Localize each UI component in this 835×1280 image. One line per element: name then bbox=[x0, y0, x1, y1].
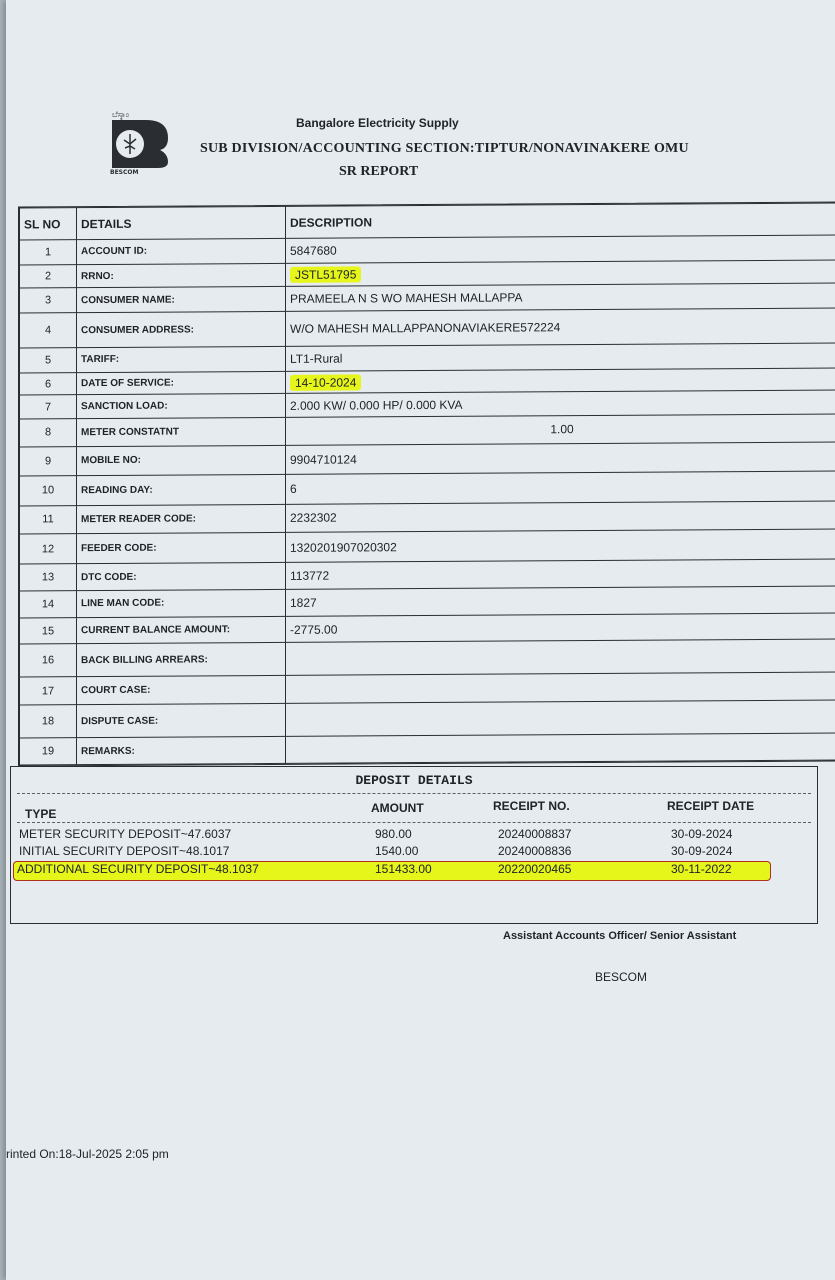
row-detail-label: DISPUTE CASE: bbox=[77, 704, 286, 738]
row-sl-no: 15 bbox=[20, 617, 77, 644]
deposit-receipt-date: 30-11-2022 bbox=[671, 862, 732, 876]
row-sl-no: 10 bbox=[20, 475, 77, 505]
org-name: Bangalore Electricity Supply bbox=[296, 116, 459, 130]
row-sl-no: 8 bbox=[20, 419, 77, 447]
row-sl-no: 17 bbox=[20, 677, 77, 705]
row-detail-label: MOBILE NO: bbox=[77, 445, 286, 475]
row-sl-no: 7 bbox=[20, 395, 77, 419]
row-description-cell bbox=[286, 283, 835, 311]
row-description-cell bbox=[286, 613, 835, 643]
deposit-type: ADDITIONAL SECURITY DEPOSIT~48.1037 bbox=[17, 862, 259, 876]
header-details: DETAILS bbox=[77, 206, 286, 239]
sr-table bbox=[18, 201, 835, 766]
row-description-cell bbox=[286, 471, 835, 504]
deposit-row bbox=[11, 844, 817, 860]
row-description: 5847680 bbox=[290, 243, 337, 258]
row-description-cell bbox=[286, 442, 835, 474]
deposit-row bbox=[11, 862, 817, 878]
row-description: W/O MAHESH MALLAPPANONAVIAKERE572224 bbox=[290, 320, 561, 336]
row-description-cell bbox=[286, 529, 835, 562]
row-sl-no: 19 bbox=[20, 738, 77, 765]
row-detail-label: CONSUMER NAME: bbox=[77, 287, 286, 313]
row-detail-label: ACCOUNT ID: bbox=[77, 238, 286, 264]
row-description-cell bbox=[286, 260, 835, 287]
svg-text:BESCOM: BESCOM bbox=[110, 169, 139, 174]
row-sl-no: 2 bbox=[20, 264, 77, 288]
row-sl-no: 4 bbox=[20, 313, 77, 348]
deposit-amount: 980.00 bbox=[375, 827, 412, 841]
divider bbox=[17, 822, 811, 823]
deposit-receipt-no: 20220020465 bbox=[498, 862, 572, 876]
row-detail-label: DTC CODE: bbox=[77, 563, 286, 591]
row-sl-no: 11 bbox=[20, 505, 77, 534]
row-description: -2775.00 bbox=[290, 622, 338, 637]
deposit-row bbox=[11, 827, 817, 843]
row-description-cell bbox=[286, 414, 835, 445]
row-description: 1.00 bbox=[550, 422, 574, 437]
row-description-cell bbox=[286, 733, 835, 763]
deposit-header-amount: AMOUNT bbox=[371, 801, 424, 815]
document-page bbox=[6, 0, 835, 1280]
deposit-receipt-no: 20240008836 bbox=[498, 844, 572, 858]
row-description-cell bbox=[286, 390, 835, 417]
row-detail-label: METER READER CODE: bbox=[77, 504, 286, 534]
company-label: BESCOM bbox=[595, 970, 648, 984]
row-sl-no: 16 bbox=[20, 644, 77, 677]
row-detail-label: METER CONSTATNT bbox=[77, 417, 286, 446]
deposit-type: INITIAL SECURITY DEPOSIT~48.1017 bbox=[19, 844, 230, 858]
row-detail-label: READING DAY: bbox=[77, 474, 286, 505]
deposit-receipt-no: 20240008837 bbox=[498, 827, 572, 841]
table-row bbox=[20, 308, 835, 348]
svg-text:ಬೆಸ್ಕಾಂ: ಬೆಸ್ಕಾಂ bbox=[112, 110, 130, 119]
row-detail-label: DATE OF SERVICE: bbox=[77, 371, 286, 395]
row-description-cell bbox=[286, 308, 835, 346]
row-sl-no: 14 bbox=[20, 591, 77, 618]
printed-on: rinted On:18-Jul-2025 2:05 pm bbox=[6, 1147, 169, 1161]
row-description: 14-10-2024 bbox=[290, 374, 361, 390]
row-description: 1320201907020302 bbox=[290, 539, 397, 555]
deposit-title: DEPOSIT DETAILS bbox=[355, 773, 473, 788]
bescom-logo bbox=[106, 108, 172, 174]
row-detail-label: TARIFF: bbox=[77, 346, 286, 372]
deposit-header-receipt-date: RECEIPT DATE bbox=[667, 799, 755, 813]
row-detail-label: REMARKS: bbox=[77, 736, 286, 764]
deposit-receipt-date: 30-09-2024 bbox=[671, 844, 733, 858]
deposit-amount: 151433.00 bbox=[375, 862, 432, 876]
deposit-header-receipt-no: RECEIPT NO. bbox=[493, 799, 570, 813]
row-detail-label: SANCTION LOAD: bbox=[77, 394, 286, 419]
table-row bbox=[20, 639, 835, 677]
table-row bbox=[20, 733, 835, 765]
table-row bbox=[20, 700, 835, 738]
row-sl-no: 13 bbox=[20, 564, 77, 591]
divider bbox=[17, 793, 811, 794]
officer-signature-label: Assistant Accounts Officer/ Senior Assistant bbox=[503, 930, 737, 942]
row-description: 2.000 KW/ 0.000 HP/ 0.000 KVA bbox=[290, 397, 463, 413]
row-detail-label: BACK BILLING ARREARS: bbox=[77, 643, 286, 677]
deposit-header-type: TYPE bbox=[25, 807, 57, 821]
row-sl-no: 5 bbox=[20, 348, 77, 373]
row-detail-label: FEEDER CODE: bbox=[77, 533, 286, 564]
row-description: 6 bbox=[290, 481, 297, 496]
row-sl-no: 3 bbox=[20, 288, 77, 313]
row-description-cell bbox=[286, 586, 835, 616]
deposit-receipt-date: 30-09-2024 bbox=[671, 827, 733, 841]
row-sl-no: 18 bbox=[20, 705, 77, 738]
row-description: 2232302 bbox=[290, 511, 337, 526]
row-detail-label: CONSUMER ADDRESS: bbox=[77, 311, 286, 347]
header-description: DESCRIPTION bbox=[286, 203, 835, 238]
row-description-cell bbox=[286, 672, 835, 703]
row-description-cell bbox=[286, 368, 835, 394]
row-sl-no: 9 bbox=[20, 447, 77, 476]
row-description-cell bbox=[286, 700, 835, 736]
deposit-amount: 1540.00 bbox=[375, 844, 419, 858]
row-detail-label: RRNO: bbox=[77, 263, 286, 288]
row-description-cell bbox=[286, 559, 835, 589]
row-description: LT1-Rural bbox=[290, 351, 343, 366]
row-sl-no: 6 bbox=[20, 372, 77, 395]
row-detail-label: CURRENT BALANCE AMOUNT: bbox=[77, 616, 286, 644]
deposit-type: METER SECURITY DEPOSIT~47.6037 bbox=[19, 827, 232, 841]
header-sl-no: SL NO bbox=[20, 208, 77, 240]
row-description: JSTL51795 bbox=[290, 266, 361, 282]
row-detail-label: COURT CASE: bbox=[77, 676, 286, 705]
deposit-details-box bbox=[10, 766, 818, 924]
report-title: SR REPORT bbox=[339, 164, 419, 179]
row-description: 113772 bbox=[290, 568, 330, 583]
row-description-cell bbox=[286, 639, 835, 675]
row-description-cell bbox=[286, 501, 835, 533]
row-detail-label: LINE MAN CODE: bbox=[77, 589, 286, 617]
row-sl-no: 1 bbox=[20, 240, 77, 265]
row-description-cell bbox=[286, 235, 835, 263]
sub-division-title: SUB DIVISION/ACCOUNTING SECTION:TIPTUR/NONAVINAKERE OMU bbox=[200, 141, 689, 156]
row-sl-no: 12 bbox=[20, 534, 77, 564]
row-description: PRAMEELA N S WO MAHESH MALLAPPA bbox=[290, 290, 523, 307]
row-description: 9904710124 bbox=[290, 452, 357, 467]
row-description: 1827 bbox=[290, 595, 317, 610]
row-description-cell bbox=[286, 343, 835, 371]
